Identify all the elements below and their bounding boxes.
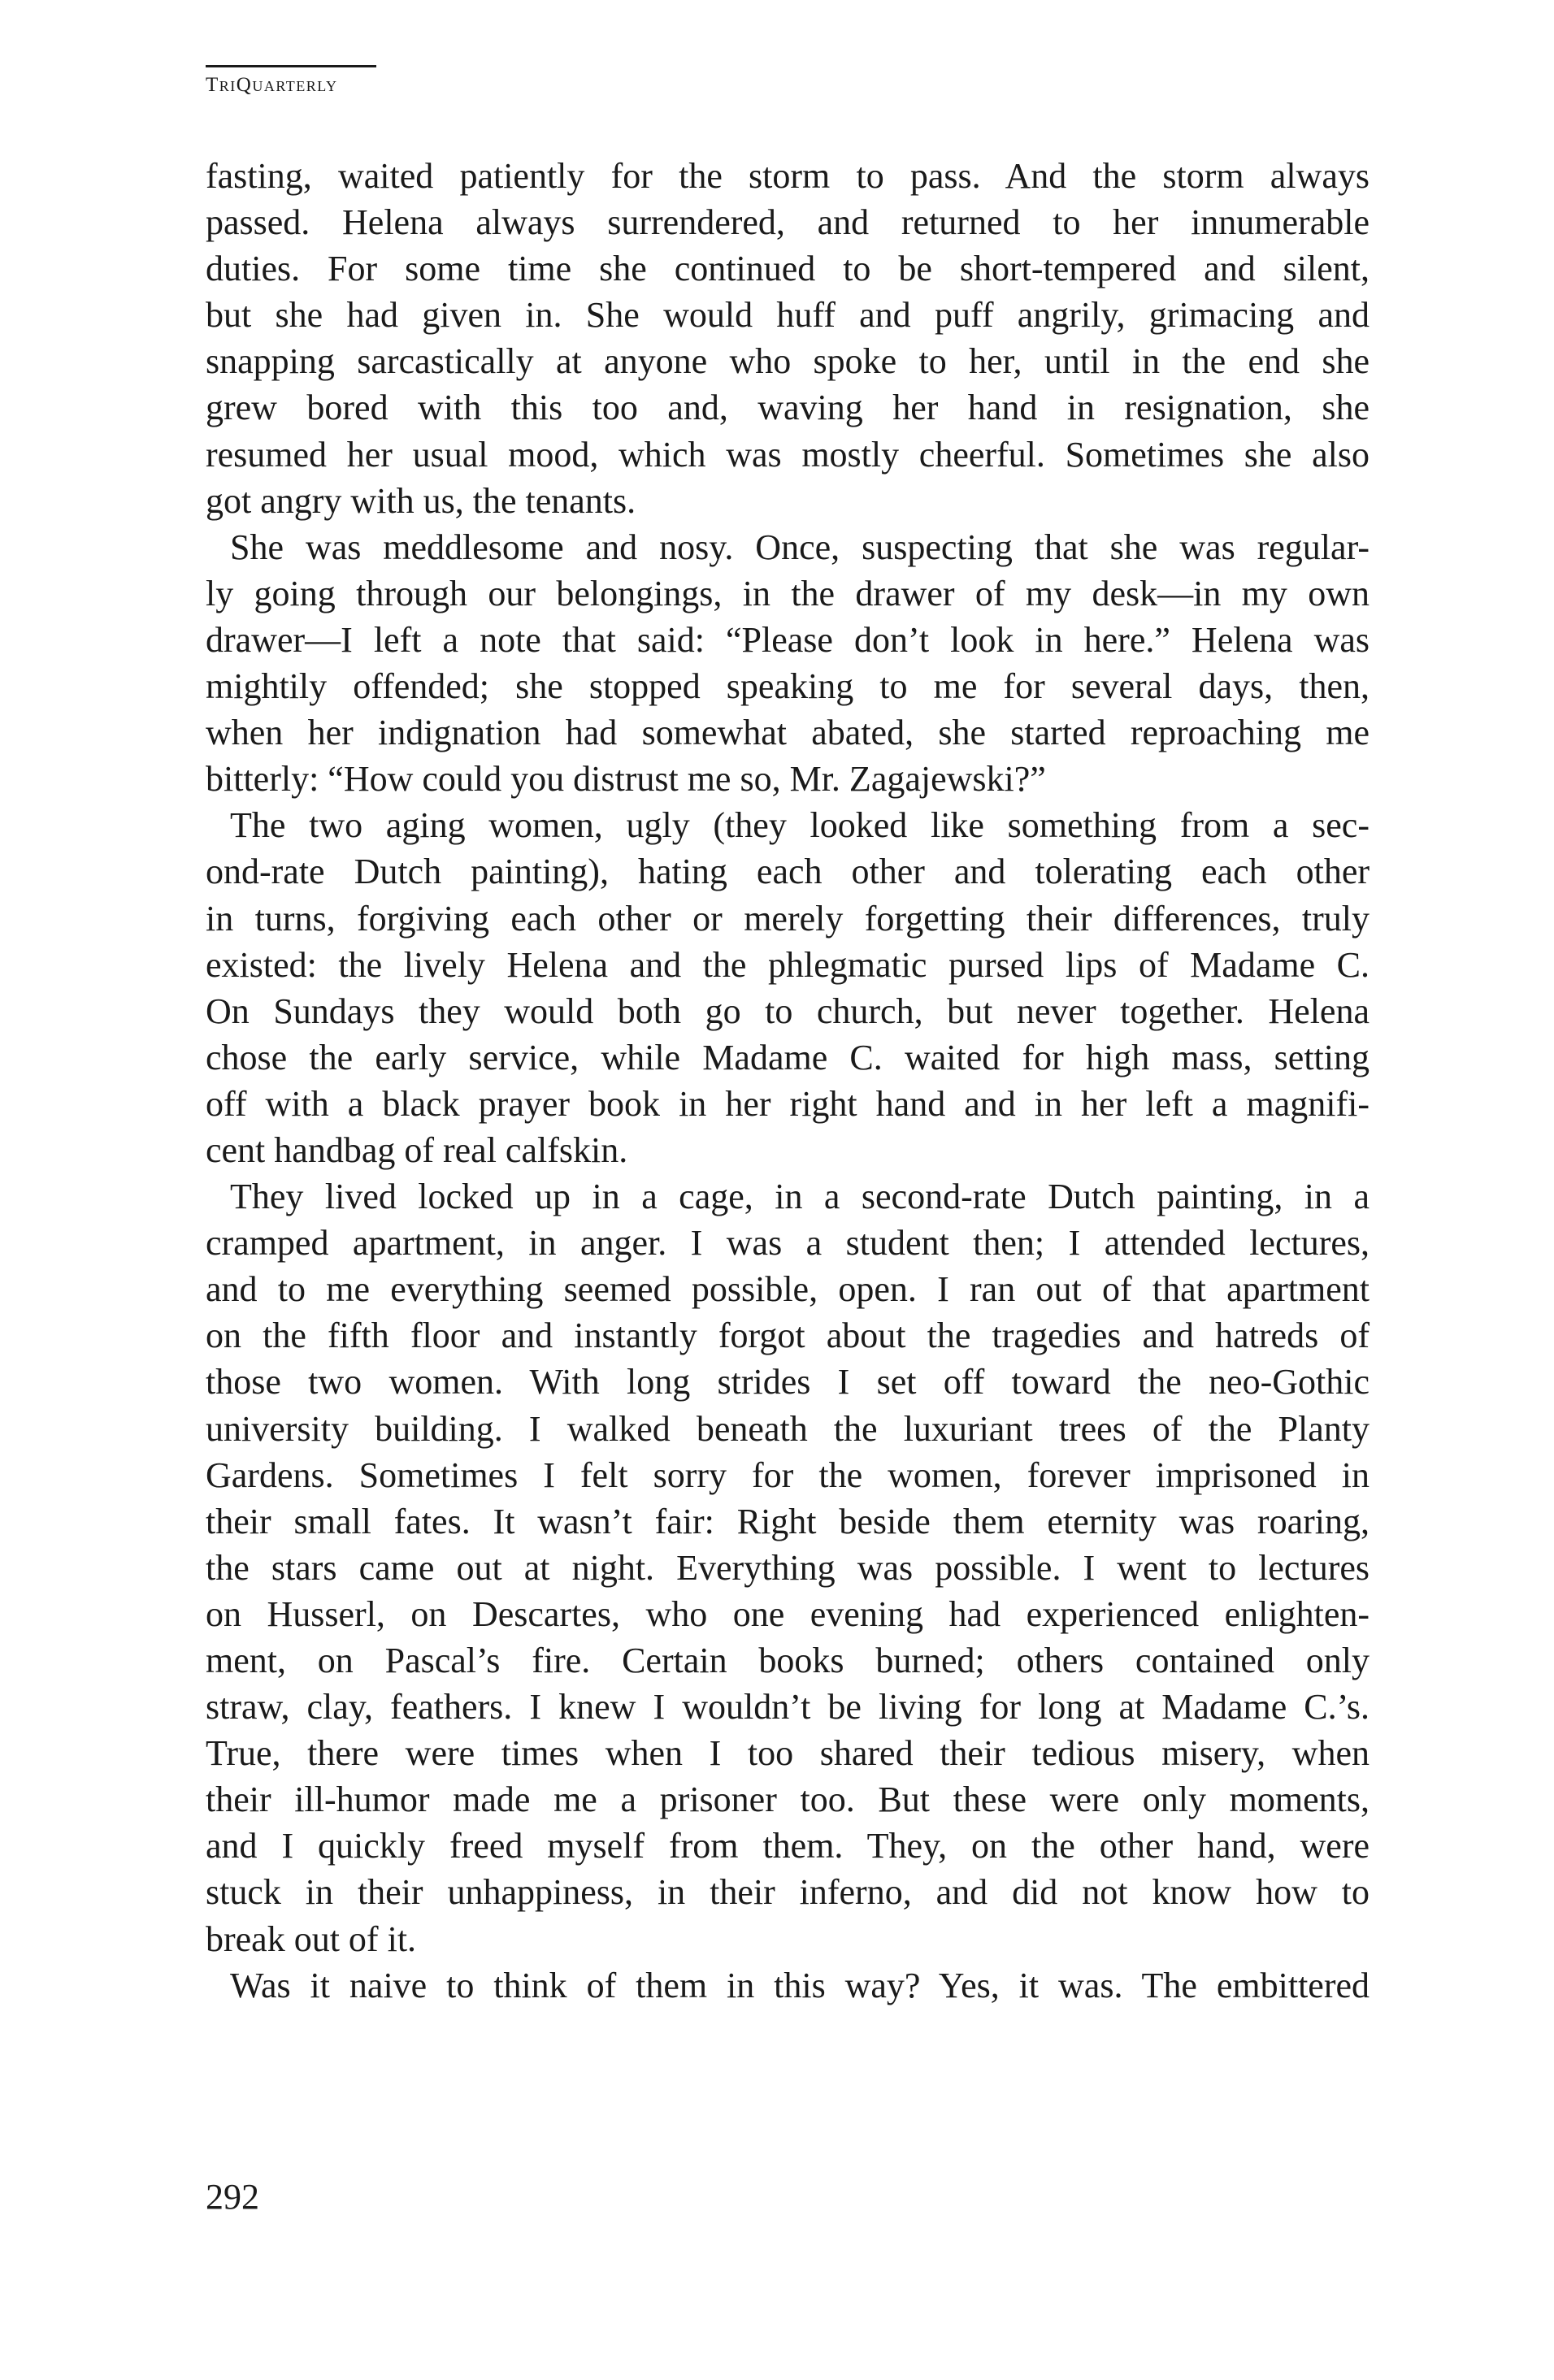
text-line: Gardens. Sometimes I felt sorry for the women, forever imprisoned in [206,1454,1370,1495]
text-line: Was it naive to think of them in this way? Yes, it was. The embittered [230,1965,1370,2005]
text-line: in turns, forgiving each other or merely forgetting their differences, truly [206,898,1370,939]
paragraph [206,524,1370,803]
text-line: chose the early service, while Madame C. waited for high mass, setting [206,1037,1370,1077]
text-line: True, there were times when I too shared their tedious misery, when [206,1733,1370,1774]
text-line: ly going through our belongings, in the drawer of my desk—in my own [206,573,1370,613]
text-line: their ill-humor made me a prisoner too. But these were only moments, [206,1780,1370,1820]
text-line: but she had given in. She would huff and puff angrily, grimacing and [206,295,1370,336]
text-line: on the fifth floor and instantly forgot about the tragedies and hatreds of [206,1316,1370,1356]
text-line: She was meddlesome and nosy. Once, suspecting that she was regular- [230,527,1370,567]
text-line: existed: the lively Helena and the phlegmatic pursed lips of Madame C. [206,944,1370,985]
paragraph [206,1962,1370,2009]
text-line: and to me everything seemed possible, open. I ran out of that apartment [206,1269,1370,1310]
text-line: resumed her usual mood, which was mostly cheerful. Sometimes she also [206,434,1370,475]
body-text [206,153,1370,2009]
text-line: and I quickly freed myself from them. They, on the other hand, were [206,1826,1370,1866]
text-line: when her indignation had somewhat abated, she started reproaching me [206,713,1370,753]
text-line: university building. I walked beneath the luxuriant trees of the Planty [206,1408,1370,1449]
text-line: on Husserl, on Descartes, who one evening had experienced enlighten- [206,1593,1370,1634]
text-line: those two women. With long strides I set off toward the neo-Gothic [206,1362,1370,1402]
text-line: bitterly: “How could you distrust me so, Mr. Zagajewski?” [206,759,1046,800]
text-line: break out of it. [206,1918,417,1959]
text-line: straw, clay, feathers. I knew I wouldn’t be living for long at Madame C.’s. [206,1687,1370,1728]
text-line: passed. Helena always surrendered, and returned to her innumerable [206,202,1370,243]
text-line: drawer—I left a note that said: “Please don’t look in here.” Helena was [206,619,1370,660]
text-line: stuck in their unhappiness, in their inferno, and did not know how to [206,1872,1370,1913]
text-line: They lived locked up in a cage, in a second-rate Dutch painting, in a [230,1177,1370,1217]
text-line: duties. For some time she continued to be short-tempered and silent, [206,249,1370,289]
text-line: snapping sarcastically at anyone who spoke to her, until in the end she [206,341,1370,382]
text-line: ment, on Pascal’s fire. Certain books burned; others contained only [206,1641,1370,1680]
page-number: 292 [206,2177,259,2217]
text-line: got angry with us, the tenants. [206,480,636,521]
paragraph [206,1173,1370,1962]
text-line: grew bored with this too and, waving her hand in resignation, she [206,388,1370,428]
paragraph [206,153,1370,524]
text-line: The two aging women, ugly (they looked like something from a sec- [230,805,1370,846]
text-line: mightily offended; she stopped speaking to me for several days, then, [206,666,1370,707]
text-line: cramped apartment, in anger. I was a student then; I attended lectures, [206,1223,1370,1264]
paragraph [206,802,1370,1173]
text-line: ond-rate Dutch painting), hating each other and tolerating each other [206,852,1370,892]
header-rule [206,65,376,67]
text-line: fasting, waited patiently for the storm to pass. And the storm always [206,156,1370,196]
text-line: On Sundays they would both go to church, but never together. Helena [206,991,1370,1031]
text-line: cent handbag of real calfskin. [206,1129,628,1170]
text-line: the stars came out at night. Everything was possible. I went to lectures [206,1547,1370,1588]
text-line: off with a black prayer book in her right hand and in her left a magnifi- [206,1083,1370,1124]
running-head: TriQuarterly [206,74,338,96]
text-line: their small fates. It wasn’t fair: Right beside them eternity was roaring, [206,1501,1370,1541]
